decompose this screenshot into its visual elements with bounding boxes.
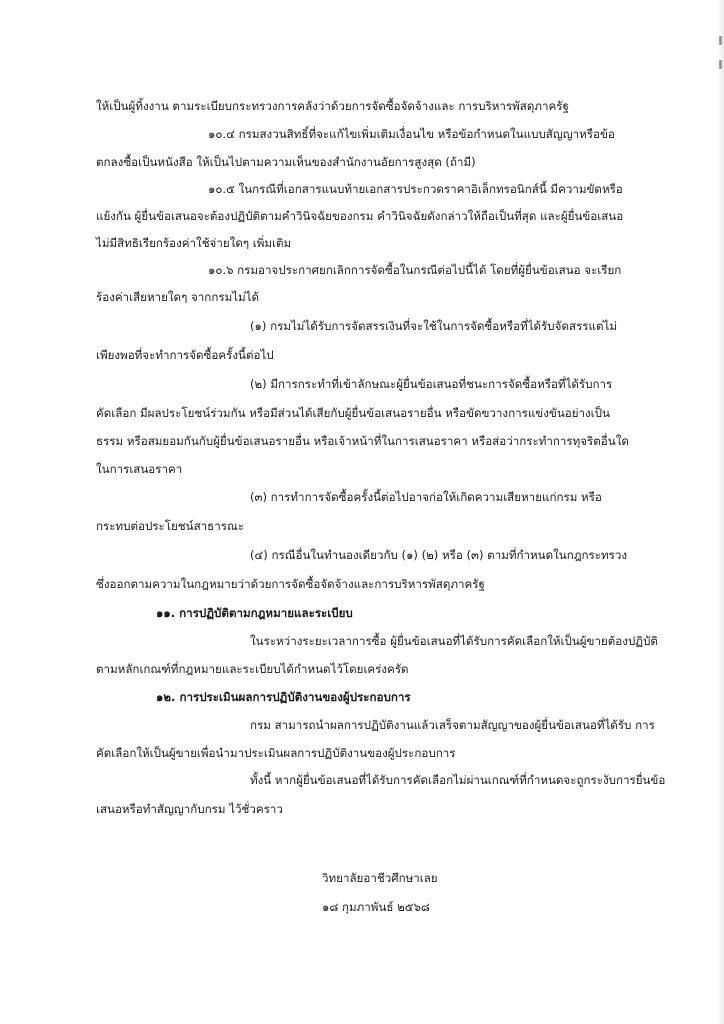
paragraph-line: ตกลงซื้อเป็นหนังสือ ให้เป็นไปตามความเห็นของสำนักงานอัยการสูงสุด (ถ้ามี) [96, 155, 476, 169]
paragraph-line: ให้เป็นผู้ทิ้งงาน ตามระเบียบกระทรวงการคลังว่าด้วยการจัดซื้อจัดจ้างและ การบริหารพัสดุภาครัฐ [96, 99, 569, 113]
signature-date: ๑๘ กุมภาพันธ์ ๒๕๖๘ [322, 900, 430, 914]
paragraph-line: ไม่มีสิทธิเรียกร้องค่าใช้จ่ายใดๆ เพิ่มเติม [96, 236, 292, 250]
clause-10-6: ๑๐.๖ กรมอาจประกาศยกเลิกการจัดซื้อในกรณีต่อไปนี้ได้ โดยที่ผู้ยื่นข้อเสนอ จะเรียก [208, 263, 622, 277]
scan-edge-shadow [718, 0, 724, 1024]
paragraph-line: กระทบต่อประโยชน์สาธารณะ [96, 519, 244, 533]
scan-mark [719, 36, 722, 45]
section-12-heading: ๑๒. การประเมินผลการปฏิบัติงานของผู้ประกอบการ [156, 690, 411, 704]
paragraph-line: ธรรม หรือสมยอมกันกับผู้ยื่นข้อเสนอรายอื่น หรือเจ้าหน้าที่ในการเสนอราคา หรือส่อว่ากระทำการทุจริตอื่นใด [96, 434, 629, 448]
paragraph-line: แย้งกัน ผู้ยื่นข้อเสนอจะต้องปฏิบัติตามคำวินิจฉัยของกรม คำวินิจฉัยดังกล่าวให้ถือเป็นที่สุด และผู้ยื่นข้อเสนอ [96, 209, 624, 223]
paragraph-line: ในระหว่างระยะเวลาการซื้อ ผู้ยื่นข้อเสนอที่ได้รับการคัดเลือกให้เป็นผู้ขายต้องปฏิบัติ [250, 634, 658, 648]
section-11-heading: ๑๑. การปฏิบัติตามกฎหมายและระเบียบ [156, 606, 353, 620]
paragraph-line: คัดเลือกให้เป็นผู้ขายเพื่อนำมาประเมินผลการปฏิบัติงานของผู้ประกอบการ [96, 746, 456, 760]
item-3: (๓) การทำการจัดซื้อครั้งนี้ต่อไปอาจก่อให้เกิดความเสียหายแก่กรม หรือ [250, 490, 602, 504]
paragraph-line: เพียงพอที่จะทำการจัดซื้อครั้งนี้ต่อไป [96, 348, 274, 362]
paragraph-line: ในการเสนอราคา [96, 462, 183, 476]
paragraph-line: คัดเลือก มีผลประโยชน์ร่วมกัน หรือมีส่วนได้เสียกับผู้ยื่นข้อเสนอรายอื่น หรือขัดขวางการแข่งขันอย่างเป็น [96, 406, 610, 420]
clause-10-5: ๑๐.๕ ในกรณีที่เอกสารแนบท้ายเอกสารประกวดราคาอิเล็กทรอนิกส์นี้ มีความขัดหรือ [208, 182, 623, 196]
paragraph-line: ซึ่งออกตามความในกฎหมายว่าด้วยการจัดซื้อจัดจ้างและการบริหารพัสดุภาครัฐ [96, 577, 485, 591]
paragraph-line: กรม สามารถนำผลการปฏิบัติงานแล้วเสร็จตามสัญญาของผู้ยื่นข้อเสนอที่ได้รับ การ [250, 718, 655, 732]
paragraph-line: ร้องค่าเสียหายใดๆ จากกรมไม่ได้ [96, 290, 260, 304]
signature-organization: วิทยาลัยอาชีวศึกษาเลย [322, 871, 438, 885]
item-4: (๔) กรณีอื่นในทำนองเดียวกับ (๑) (๒) หรือ (๓) ตามที่กำหนดในกฎกระทรวง [250, 548, 628, 562]
paragraph-line: ตามหลักเกณฑ์ที่กฎหมายและระเบียบได้กำหนดไว้โดยเคร่งครัด [96, 662, 409, 676]
item-2: (๒) มีการกระทำที่เข้าลักษณะผู้ยื่นข้อเสนอที่ชนะการจัดซื้อหรือที่ได้รับการ [250, 377, 613, 391]
paragraph-line: ทั้งนี้ หากผู้ยื่นข้อเสนอที่ได้รับการคัดเลือกไม่ผ่านเกณฑ์ที่กำหนดจะถูกระงับการยื่นข้อ [250, 773, 666, 787]
item-1: (๑) กรมไม่ได้รับการจัดสรรเงินที่จะใช้ในการจัดซื้อหรือที่ได้รับจัดสรรแต่ไม่ [250, 319, 617, 333]
paragraph-line: เสนอหรือทำสัญญากับกรม ไว้ชั่วคราว [96, 802, 283, 816]
clause-10-4: ๑๐.๔ กรมสงวนสิทธิ์ที่จะแก้ไขเพิ่มเติมเงื่อนไข หรือข้อกำหนดในแบบสัญญาหรือข้อ [208, 127, 615, 141]
scan-mark [719, 60, 722, 69]
